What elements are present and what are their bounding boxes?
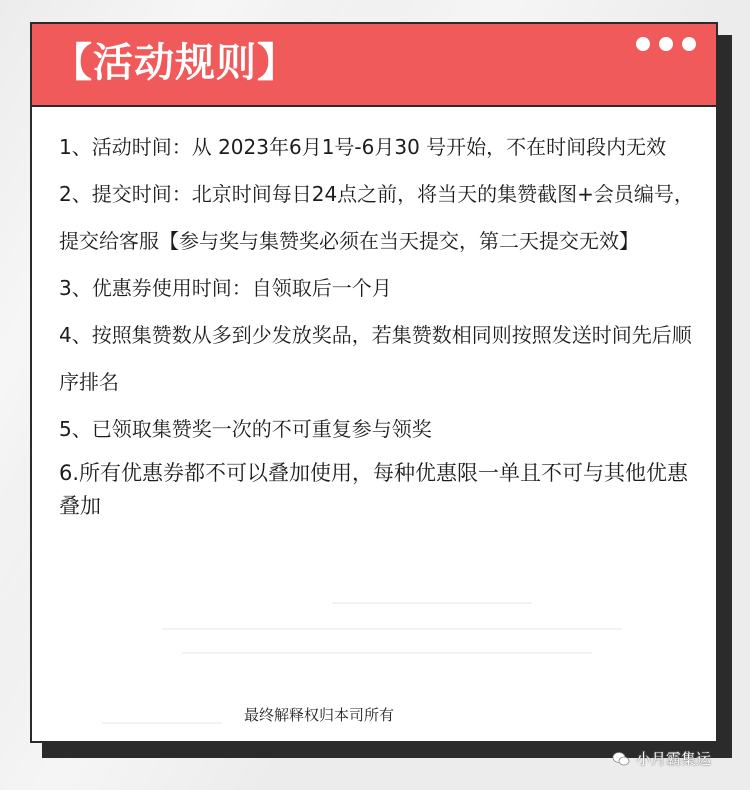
header-title: 【活动规则】 (52, 40, 298, 86)
rules-list (59, 124, 699, 523)
dot-icon (682, 37, 696, 51)
divider (332, 602, 532, 604)
footer-note: 最终解释权归本司所有 (244, 706, 395, 724)
rule-item: 4、按照集赞数从多到少发放奖品，若集赞数相同则按照发送时间先后顺序排名 (59, 323, 692, 394)
divider (182, 652, 592, 654)
divider (162, 628, 622, 630)
divider (102, 722, 222, 724)
watermark-text: 小月霸集运 (636, 750, 712, 768)
rule-item: 1、活动时间：从 2023年6月1号-6月30 号开始，不在时间段内无效 (59, 135, 667, 159)
rule-item: 6.所有优惠券都不可以叠加使用，每种优惠限一单且不可与其他优惠叠加 (59, 461, 689, 518)
rule-item: 2、提交时间：北京时间每日24点之前，将当天的集赞截图+会员编号，提交给客服【参与奖与集赞奖必须在当天提交，第二天提交无效】 (59, 182, 694, 253)
rules-card (30, 22, 718, 743)
wechat-icon (612, 751, 630, 767)
dot-icon (636, 37, 650, 51)
rule-item: 3、优惠券使用时间：自领取后一个月 (59, 276, 392, 300)
dot-icon (659, 37, 673, 51)
card-header (32, 24, 716, 107)
rule-item: 5、已领取集赞奖一次的不可重复参与领奖 (59, 417, 432, 441)
window-dots (636, 37, 696, 51)
watermark (612, 748, 711, 769)
